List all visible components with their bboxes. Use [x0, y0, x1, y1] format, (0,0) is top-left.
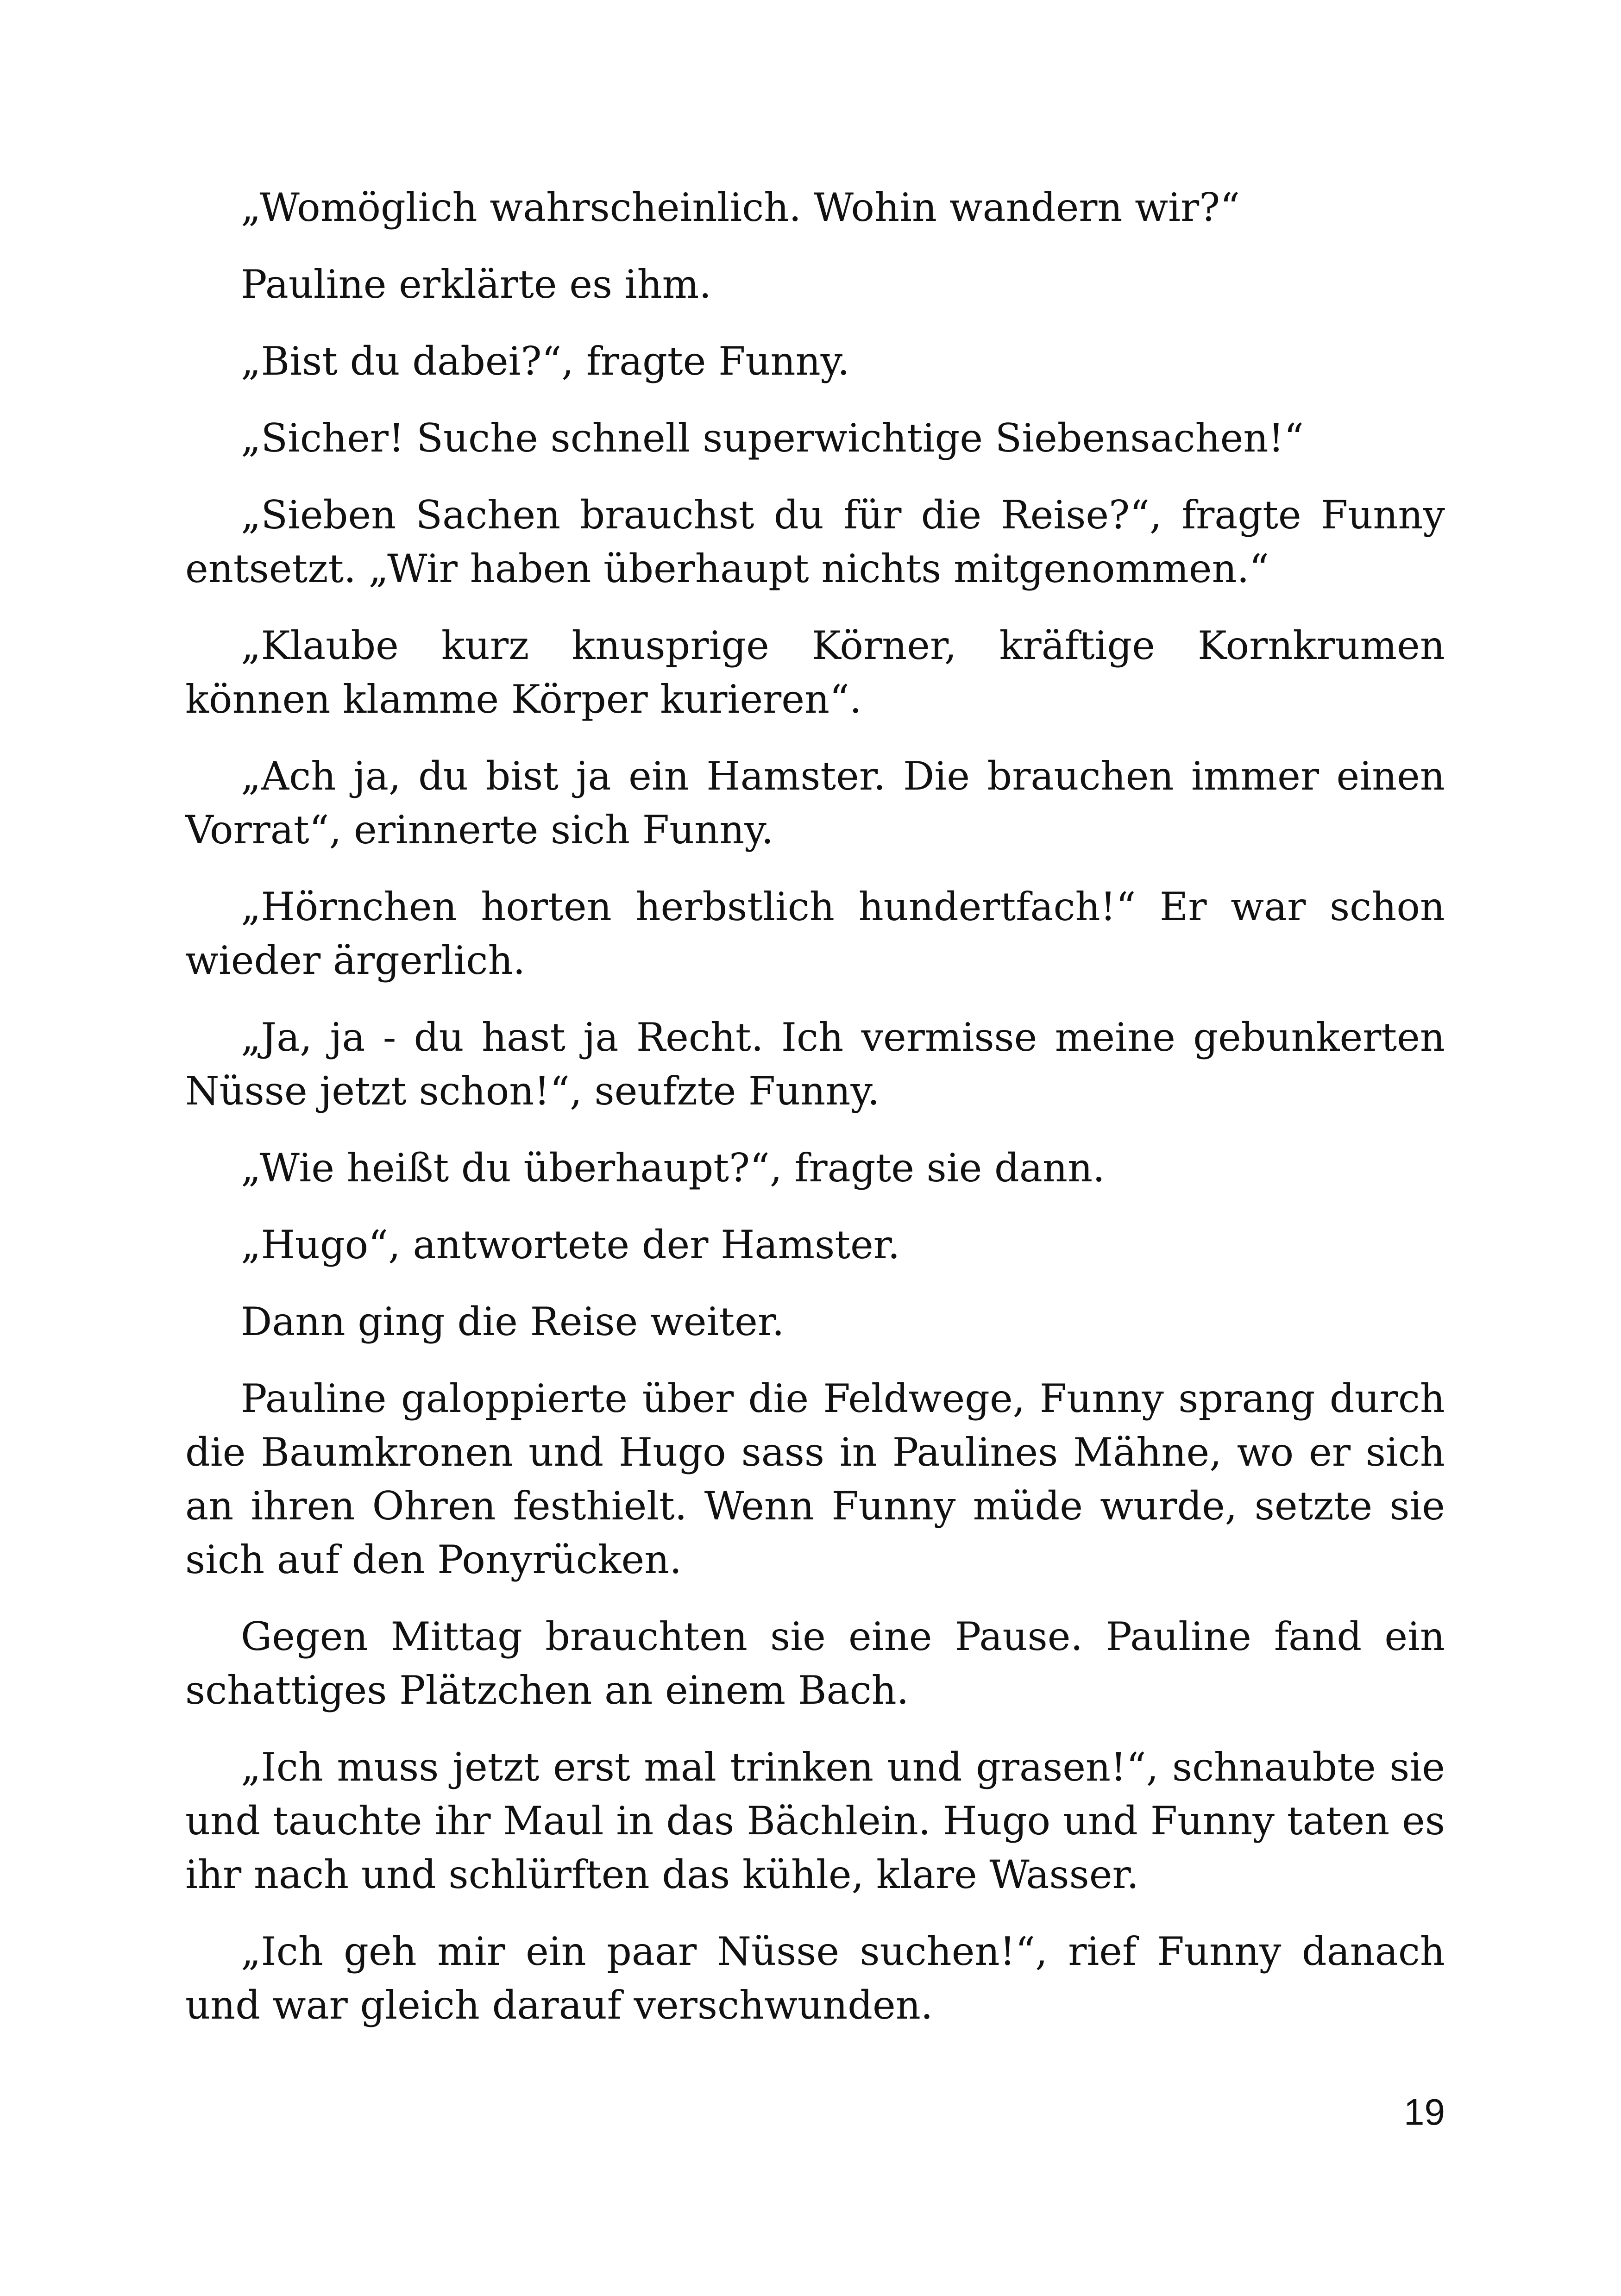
paragraph: Pauline erklärte es ihm. [241, 262, 712, 307]
paragraph: „Hörnchen horten herbstlich hundertfach!“ Er war schon wieder ärgerlich. [185, 884, 1445, 983]
paragraph: „Ach ja, du bist ja ein Hamster. Die brauchen immer einen Vorrat“, erinnerte sich Funny. [185, 753, 1445, 853]
paragraph: „Bist du dabei?“, fragte Funny. [241, 339, 850, 384]
paragraph: Gegen Mittag brauchten sie eine Pause. Pauline fand ein schattiges Plätzchen an einem Bach. [185, 1614, 1445, 1713]
paragraph: Dann ging die Reise weiter. [241, 1299, 785, 1344]
paragraph: „Hugo“, antwortete der Hamster. [241, 1222, 900, 1267]
paragraph: „Wie heißt du überhaupt?“, fragte sie dann. [241, 1145, 1105, 1191]
paragraph: „Ja, ja - du hast ja Recht. Ich vermisse meine gebunkerten Nüsse jetzt schon!“, seufzte Funny. [185, 1015, 1445, 1114]
paragraph: Pauline galoppierte über die Feldwege, Funny sprang durch die Baumkronen und Hugo sass in Paulines Mähne, wo er sich an ihren Ohren festhielt. Wenn Funny müde wurde, setzte sie sich auf den Ponyrücken. [185, 1376, 1445, 1582]
paragraph: „Ich muss jetzt erst mal trinken und grasen!“, schnaubte sie und tauchte ihr Maul in das Bächlein. Hugo und Funny taten es ihr nach und schlürften das kühle, klare Wasser. [185, 1744, 1445, 1897]
page-number: 19 [1404, 2091, 1445, 2133]
paragraph: „Sicher! Suche schnell superwichtige Siebensachen!“ [241, 415, 1304, 461]
body-text [185, 181, 1445, 2055]
paragraph: „Klaube kurz knusprige Körner, kräftige Kornkrumen können klamme Körper kurieren“. [185, 623, 1445, 722]
paragraph: „Ich geh mir ein paar Nüsse suchen!“, rief Funny danach und war gleich darauf verschwunden. [185, 1929, 1445, 2028]
paragraph: „Womöglich wahrscheinlich. Wohin wandern wir?“ [241, 185, 1240, 230]
paragraph: „Sieben Sachen brauchst du für die Reise?“, fragte Funny entsetzt. „Wir haben überhaupt nichts mitgenommen.“ [185, 492, 1445, 591]
